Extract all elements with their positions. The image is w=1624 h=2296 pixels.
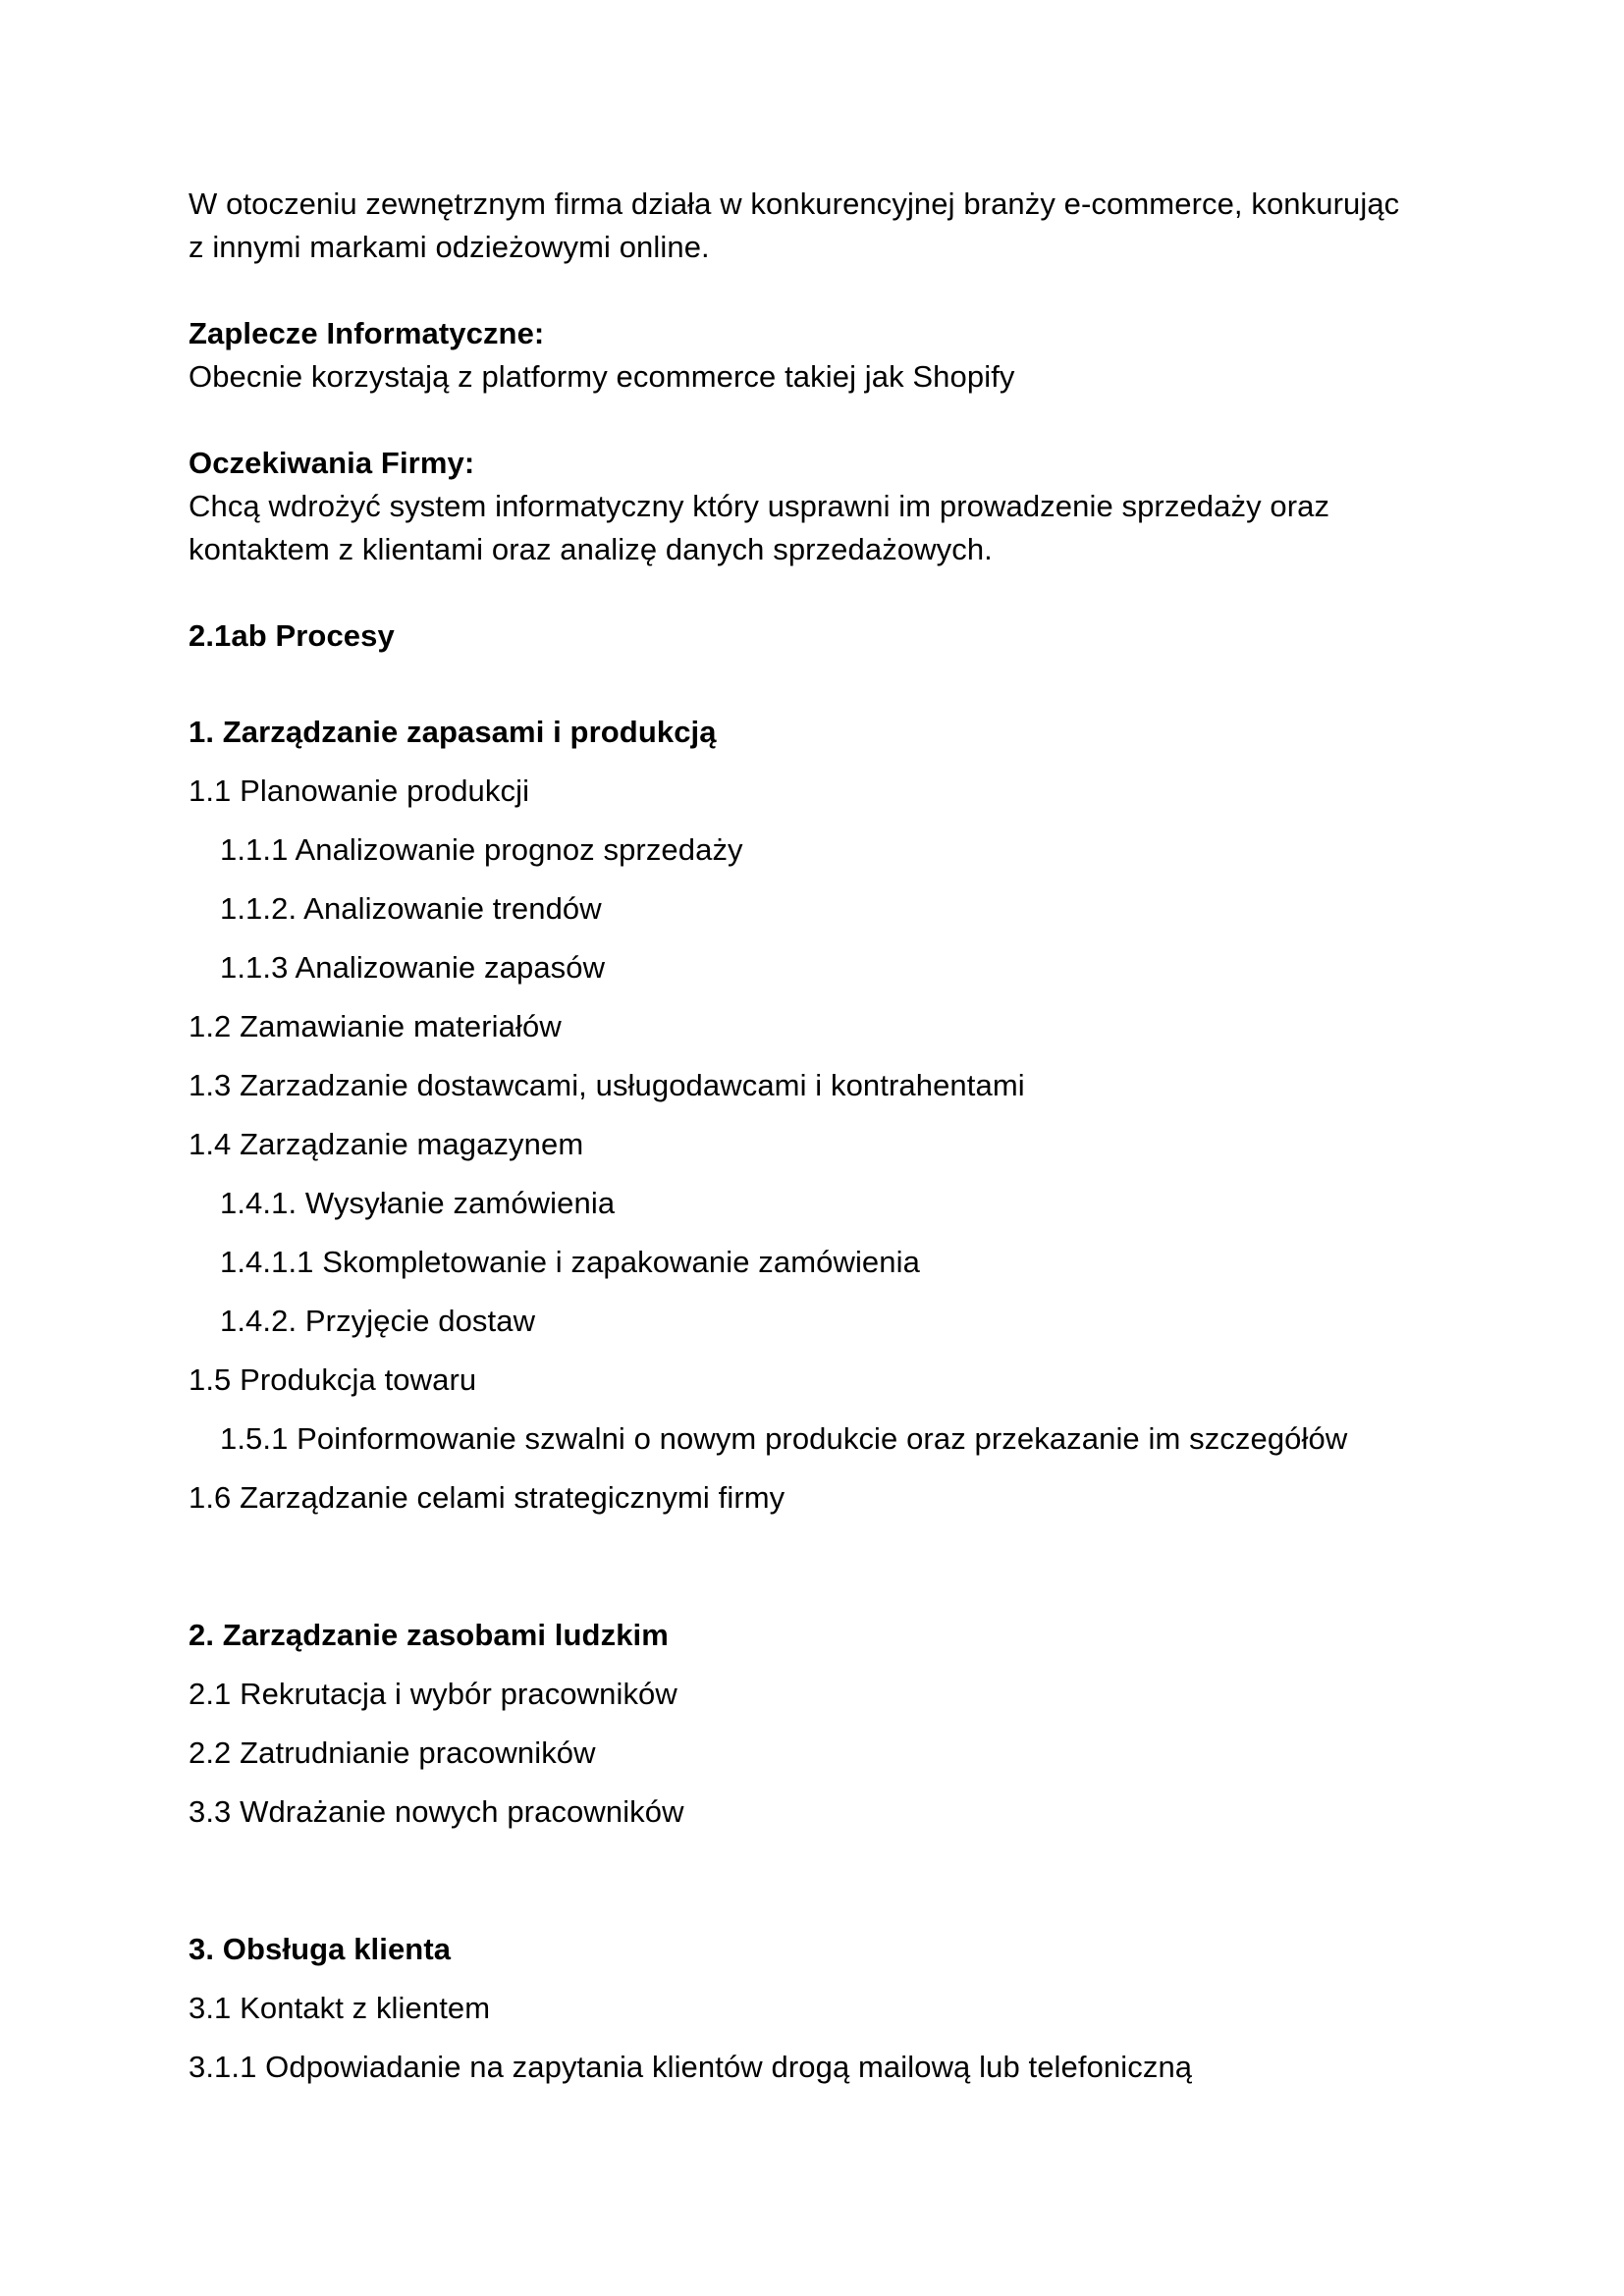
- spacer: [189, 399, 1416, 442]
- list-item: 3.3 Wdrażanie nowych pracowników: [189, 1794, 684, 1829]
- process-group-title-1: 1. Zarządzanie zapasami i produkcją: [189, 715, 717, 749]
- section-body-zaplecze: Obecnie korzystają z platformy ecommerce takiej jak Shopify: [189, 359, 1015, 394]
- spacer: [189, 2030, 1416, 2046]
- list-item: 1.2 Zamawianie materiałów: [189, 1009, 562, 1043]
- process-group-title-2: 2. Zarządzanie zasobami ludzkim: [189, 1618, 669, 1652]
- section-heading-oczekiwania: Oczekiwania Firmy:: [189, 446, 475, 480]
- spacer: [189, 1775, 1416, 1790]
- spacer: [189, 1657, 1416, 1673]
- process-group-list-1: [189, 770, 1416, 1520]
- spacer: [189, 989, 1416, 1005]
- process-group-list-2: [189, 1673, 1416, 1834]
- list-item: 2.2 Zatrudnianie pracowników: [189, 1735, 596, 1770]
- spacer: [189, 872, 1416, 887]
- spacer: [189, 1225, 1416, 1241]
- processes-heading: 2.1ab Procesy: [189, 618, 395, 653]
- spacer: [189, 1048, 1416, 1064]
- list-item: 1.6 Zarządzanie celami strategicznymi firmy: [189, 1480, 785, 1515]
- list-item: 1.1.3 Analizowanie zapasów: [220, 950, 606, 985]
- spacer: [189, 1716, 1416, 1732]
- process-group-title-3: 3. Obsługa klienta: [189, 1932, 452, 1966]
- spacer: [189, 1107, 1416, 1123]
- section-heading-zaplecze: Zaplecze Informatyczne:: [189, 316, 545, 350]
- spacer: [189, 1284, 1416, 1300]
- list-item: 1.1.1 Analizowanie prognoz sprzedaży: [220, 832, 743, 867]
- spacer: [189, 813, 1416, 828]
- spacer: [189, 1402, 1416, 1417]
- spacer: [189, 1343, 1416, 1359]
- list-item: 1.4 Zarządzanie magazynem: [189, 1127, 584, 1161]
- spacer: [189, 931, 1416, 946]
- list-item: 1.1 Planowanie produkcji: [189, 774, 530, 808]
- list-item: 1.5.1 Poinformowanie szwalni o nowym produkcie oraz przekazanie im szczegółów: [220, 1421, 1348, 1456]
- spacer: [189, 269, 1416, 312]
- spacer: [189, 1520, 1416, 1614]
- list-item: 3.1.1 Odpowiadanie na zapytania klientów drogą mailową lub telefoniczną: [189, 2050, 1193, 2084]
- list-item: 2.1 Rekrutacja i wybór pracowników: [189, 1677, 677, 1711]
- spacer: [189, 1461, 1416, 1476]
- spacer: [189, 754, 1416, 770]
- list-item: 1.5 Produkcja towaru: [189, 1362, 477, 1397]
- list-item: 1.4.1. Wysyłanie zamówienia: [220, 1186, 616, 1220]
- spacer: [189, 571, 1416, 614]
- list-item: 3.1 Kontakt z klientem: [189, 1991, 491, 2025]
- process-group-list-3: [189, 1987, 1416, 2089]
- document-content: [189, 183, 1416, 2089]
- spacer: [189, 1971, 1416, 1987]
- list-item: 1.1.2. Analizowanie trendów: [220, 891, 602, 926]
- spacer: [189, 1166, 1416, 1182]
- section-body-oczekiwania: Chcą wdrożyć system informatyczny który usprawni im prowadzenie sprzedaży oraz kontaktem z klientami oraz analizę danych sprzedażowych.: [189, 489, 1330, 566]
- intro-paragraph: W otoczeniu zewnętrznym firma działa w konkurencyjnej branży e-commerce, konkurując z innymi markami odzieżowymi online.: [189, 187, 1400, 264]
- spacer: [189, 1834, 1416, 1928]
- spacer: [189, 658, 1416, 711]
- list-item: 1.3 Zarzadzanie dostawcami, usługodawcami i kontrahentami: [189, 1068, 1025, 1102]
- list-item: 1.4.1.1 Skompletowanie i zapakowanie zamówienia: [220, 1245, 920, 1279]
- list-item: 1.4.2. Przyjęcie dostaw: [220, 1304, 536, 1338]
